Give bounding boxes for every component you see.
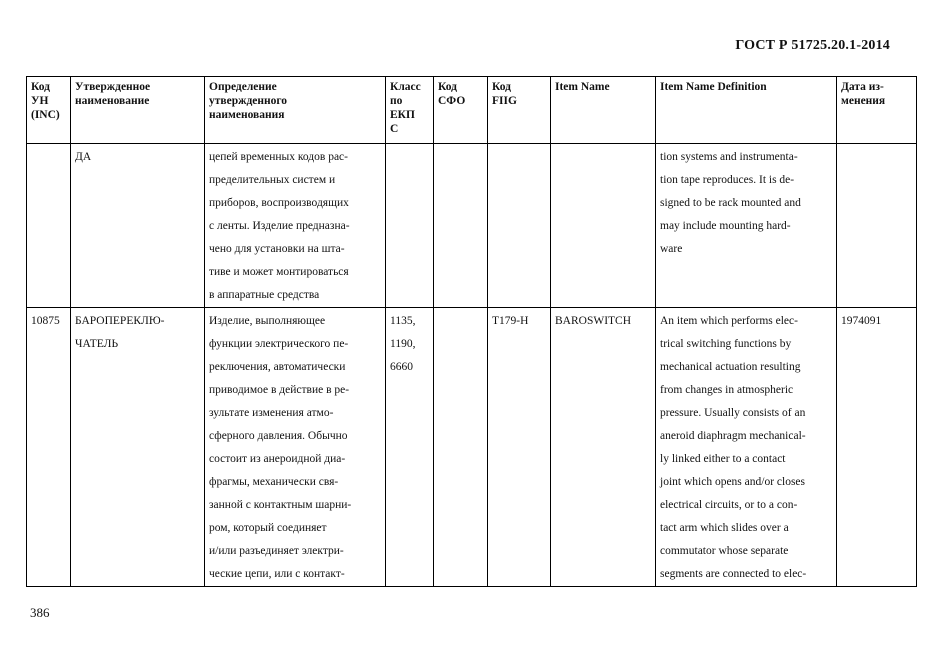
cell-line: ware <box>660 243 683 255</box>
header-change-date: Дата из- менения <box>837 77 917 144</box>
cell-approved-name <box>71 144 205 308</box>
cell-class <box>386 144 434 308</box>
cell-line: фрагмы, механически свя- <box>209 476 339 488</box>
cell-line: чено для установки на шта- <box>209 243 345 255</box>
cell-line: joint which opens and/or closes <box>660 476 806 488</box>
cell-item-name-definition <box>656 144 837 308</box>
cell-line: приборов, воспроизводящих <box>209 197 349 209</box>
header-fiig-code: Код FIIG <box>488 77 551 144</box>
header-approved-name: Утвержденное наименование <box>71 77 205 144</box>
cell-line: пределительных систем и <box>209 174 336 186</box>
cell-line: ЧАТЕЛЬ <box>75 338 119 350</box>
cell-change-date <box>837 144 917 308</box>
cell-line: ly linked either to a contact <box>660 453 786 465</box>
cell-line: BAROSWITCH <box>555 315 632 327</box>
cell-line: commutator whose separate <box>660 545 789 557</box>
cell-line: ческие цепи, или с контакт- <box>209 568 345 580</box>
cell-line: приводимое в действие в ре- <box>209 384 350 396</box>
cell-line: mechanical actuation resulting <box>660 361 801 373</box>
cell-sfo-code <box>434 308 488 587</box>
cell-definition <box>205 144 386 308</box>
cell-line: An item which performs elec- <box>660 315 798 327</box>
cell-line: функции электрического пе- <box>209 338 349 350</box>
cell-line: 1135, <box>390 315 416 327</box>
cell-inc <box>27 144 71 308</box>
cell-definition <box>205 308 386 587</box>
cell-line: ром, который соединяет <box>209 522 327 534</box>
cell-line: ДА <box>75 151 92 163</box>
cell-line: в аппаратные средства <box>209 289 320 301</box>
cell-line: tact arm which slides over a <box>660 522 789 534</box>
cell-line: Изделие, выполняющее <box>209 315 326 327</box>
cell-line: состоит из анероидной диа- <box>209 453 346 465</box>
cell-line: занной с контактным шарни- <box>209 499 352 511</box>
cell-line: from changes in atmospheric <box>660 384 794 396</box>
table-row <box>27 308 917 587</box>
cell-item-name <box>551 144 656 308</box>
cell-line: 1974091 <box>841 315 882 327</box>
header-class: Класс по ЕКП С <box>386 77 434 144</box>
cell-sfo-code <box>434 144 488 308</box>
cell-line: trical switching functions by <box>660 338 792 350</box>
table-header-row <box>27 77 917 144</box>
cell-inc <box>27 308 71 587</box>
cell-line: tion systems and instrumenta- <box>660 151 798 163</box>
cell-line: зультате изменения атмо- <box>209 407 334 419</box>
cell-line: сферного давления. Обычно <box>209 430 348 442</box>
cell-item-name-definition <box>656 308 837 587</box>
cell-class <box>386 308 434 587</box>
cell-line: и/или разъединяет электри- <box>209 545 344 557</box>
cell-item-name <box>551 308 656 587</box>
header-sfo-code: Код СФО <box>434 77 488 144</box>
cell-line: electrical circuits, or to a con- <box>660 499 798 511</box>
cell-line: aneroid diaphragm mechanical- <box>660 430 806 442</box>
cell-line: цепей временных кодов рас- <box>209 151 348 163</box>
cell-line: 1190, <box>390 338 416 350</box>
header-item-name: Item Name <box>551 77 656 144</box>
cell-line: с ленты. Изделие предназна- <box>209 220 350 232</box>
cell-line: тиве и может монтироваться <box>209 266 349 278</box>
cell-line: may include mounting hard- <box>660 220 791 232</box>
cell-fiig-code <box>488 144 551 308</box>
header-inc: Код УН (INC) <box>27 77 71 144</box>
table-row <box>27 144 917 308</box>
cell-line: tion tape reproduces. It is de- <box>660 174 795 186</box>
cell-change-date <box>837 308 917 587</box>
header-item-name-definition: Item Name Definition <box>656 77 837 144</box>
page-number: 386 <box>30 605 50 620</box>
cell-line: segments are connected to elec- <box>660 568 807 580</box>
cell-line: реключения, автоматически <box>209 361 346 373</box>
cell-line: 6660 <box>390 361 413 373</box>
cell-line: БАРОПЕРЕКЛЮ- <box>75 315 165 327</box>
document-header: ГОСТ Р 51725.20.1-2014 <box>735 38 890 53</box>
cell-line: signed to be rack mounted and <box>660 197 801 209</box>
cell-line: pressure. Usually consists of an <box>660 407 806 419</box>
cell-line: 10875 <box>31 315 60 327</box>
cell-fiig-code <box>488 308 551 587</box>
header-definition: Определение утвержденного наименования <box>205 77 386 144</box>
cell-approved-name <box>71 308 205 587</box>
cell-line: T179-H <box>492 315 529 327</box>
catalog-table <box>26 76 917 587</box>
